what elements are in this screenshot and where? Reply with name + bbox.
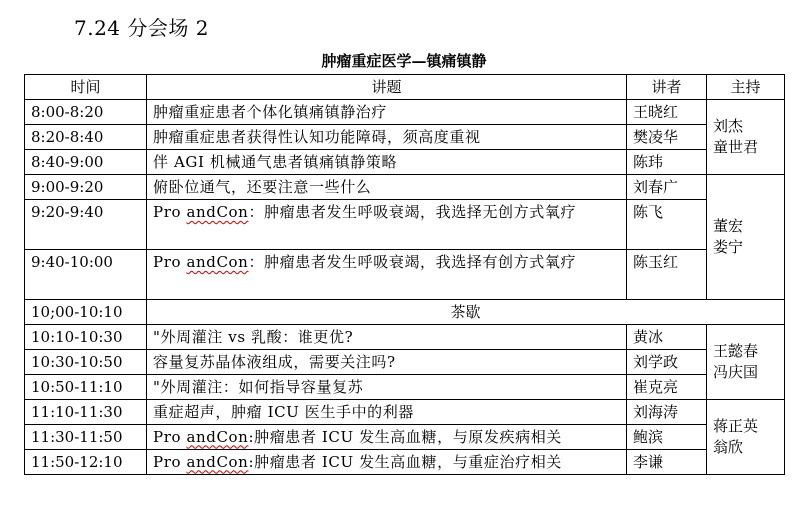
speaker-cell: 樊凌华 <box>627 125 707 150</box>
host-name: 冯庆国 <box>713 363 759 381</box>
topic-prefix: Pro <box>153 427 187 446</box>
speaker-cell: 刘春广 <box>627 175 707 200</box>
break-row <box>25 300 785 325</box>
topic-cell: 伴 AGI 机械通气患者镇痛镇静策略 <box>147 150 627 175</box>
page-heading: 7.24 分会场 2 <box>74 16 209 40</box>
time-cell: 10:10-10:30 <box>25 325 147 350</box>
topic-cell <box>147 425 627 450</box>
table-row <box>25 150 785 175</box>
speaker-cell: 刘海涛 <box>627 400 707 425</box>
time-cell: 10:50-11:10 <box>25 375 147 400</box>
schedule-table <box>24 74 785 475</box>
table-row <box>25 350 785 375</box>
host-cell <box>707 175 785 300</box>
header-row <box>25 75 785 100</box>
topic-suffix: :肿瘤患者 ICU 发生高血糖，与原发疾病相关 <box>248 427 562 446</box>
table-row <box>25 100 785 125</box>
header-speaker: 讲者 <box>627 75 707 100</box>
topic-cell: 俯卧位通气，还要注意一些什么 <box>147 175 627 200</box>
speaker-cell: 刘学政 <box>627 350 707 375</box>
table-row <box>25 425 785 450</box>
topic-cell: "外周灌注：如何指导容量复苏 <box>147 375 627 400</box>
host-cell <box>707 400 785 475</box>
host-name: 娄宁 <box>713 238 744 256</box>
header-host: 主持 <box>707 75 785 100</box>
topic-prefix: Pro <box>153 253 187 271</box>
header-topic: 讲题 <box>147 75 627 100</box>
topic-cell: 重症超声，肿瘤 ICU 医生手中的利器 <box>147 400 627 425</box>
topic-cell <box>147 250 627 300</box>
time-cell: 11:30-11:50 <box>25 425 147 450</box>
speaker-cell: 崔克亮 <box>627 375 707 400</box>
topic-cell: "外周灌注 vs 乳酸：谁更优? <box>147 325 627 350</box>
header-time: 时间 <box>25 75 147 100</box>
host-name: 董宏 <box>713 217 744 235</box>
table-row <box>25 450 785 475</box>
table-row <box>25 175 785 200</box>
host-name: 童世君 <box>713 138 759 156</box>
table-row <box>25 125 785 150</box>
table-row <box>25 200 785 250</box>
host-name: 蒋正英 <box>713 417 759 435</box>
topic-cell: 肿瘤重症患者个体化镇痛镇静治疗 <box>147 100 627 125</box>
topic-suffix: ：肿瘤患者发生呼吸衰竭，我选择无创方式氧疗 <box>248 203 577 221</box>
spellcheck-marked-word: andCon <box>186 452 249 471</box>
speaker-cell: 陈玉红 <box>627 250 707 300</box>
time-cell: 9:40-10:00 <box>25 250 147 300</box>
speaker-cell: 鲍滨 <box>627 425 707 450</box>
time-cell: 9:00-9:20 <box>25 175 147 200</box>
time-cell: 8:20-8:40 <box>25 125 147 150</box>
spellcheck-marked-word: andCon <box>186 253 249 271</box>
host-cell <box>707 325 785 400</box>
table-title: 肿瘤重症医学—镇痛镇静 <box>321 52 487 70</box>
time-cell: 8:00-8:20 <box>25 100 147 125</box>
host-cell <box>707 100 785 175</box>
speaker-cell: 陈玮 <box>627 150 707 175</box>
topic-prefix: Pro <box>153 452 187 471</box>
time-cell: 9:20-9:40 <box>25 200 147 250</box>
topic-prefix: Pro <box>153 203 187 221</box>
topic-suffix: :肿瘤患者 ICU 发生高血糖，与重症治疗相关 <box>248 452 562 471</box>
host-name: 王懿春 <box>713 342 759 360</box>
time-cell: 11:50-12:10 <box>25 450 147 475</box>
spellcheck-marked-word: andCon <box>186 203 249 221</box>
topic-cell <box>147 200 627 250</box>
table-row <box>25 250 785 300</box>
speaker-cell: 陈飞 <box>627 200 707 250</box>
topic-cell: 肿瘤重症患者获得性认知功能障碍，须高度重视 <box>147 125 627 150</box>
topic-suffix: ：肿瘤患者发生呼吸衰竭，我选择有创方式氧疗 <box>248 253 577 271</box>
table-row <box>25 400 785 425</box>
time-cell: 10;00-10:10 <box>25 300 147 325</box>
time-cell: 10:30-10:50 <box>25 350 147 375</box>
speaker-cell: 李谦 <box>627 450 707 475</box>
break-label: 茶歇 <box>147 300 785 325</box>
spellcheck-marked-word: andCon <box>186 427 249 446</box>
speaker-cell: 黄冰 <box>627 325 707 350</box>
speaker-cell: 王晓红 <box>627 100 707 125</box>
topic-cell <box>147 450 627 475</box>
table-row <box>25 325 785 350</box>
host-name: 翁欣 <box>713 438 744 456</box>
host-name: 刘杰 <box>713 117 744 135</box>
topic-cell: 容量复苏晶体液组成，需要关注吗? <box>147 350 627 375</box>
table-row <box>25 375 785 400</box>
time-cell: 8:40-9:00 <box>25 150 147 175</box>
time-cell: 11:10-11:30 <box>25 400 147 425</box>
